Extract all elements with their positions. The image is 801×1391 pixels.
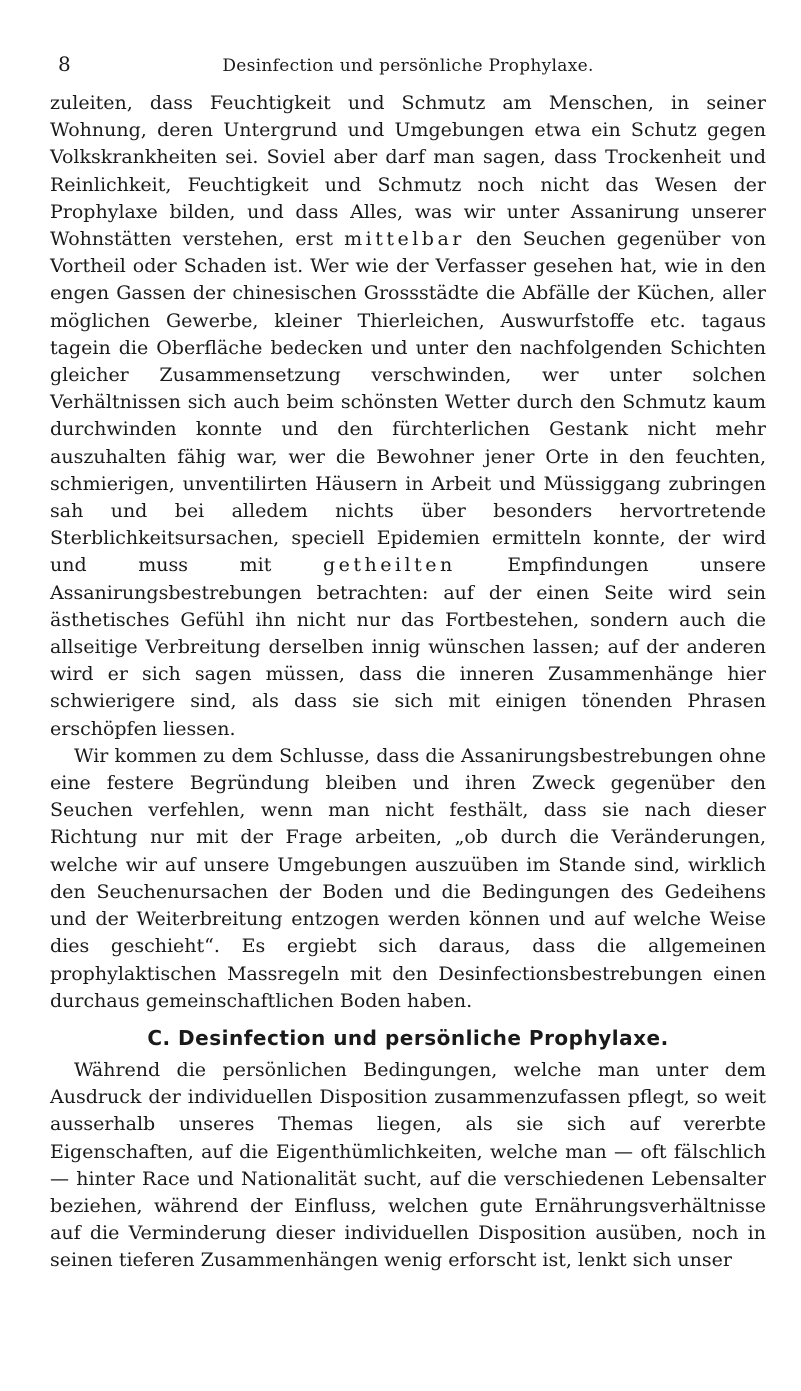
paragraph-1-part-2: den Seuchen gegenüber von Vortheil oder Schaden ist. Wer wie der Verfasser gesehen hat, wie in den engen Gassen der chinesischen Grossstädte die Abfälle der Küchen, aller möglichen Gewerbe, kleiner Thierleichen, Auswurfstoffe etc. tagaus tagein die Oberfläche bedecken und unter den nachfolgenden Schichten gleicher Zusammensetzung verschwinden, wer unter solchen Verhältnissen sich auch beim schönsten Wetter durch den Schmutz kaum durchwinden konnte und den fürchterlichen Gestank nicht mehr auszuhalten fähig war, wer die Bewohner jener Orte in den feuchten, schmierigen, unventilirten Häusern in Arbeit und Müssiggang zubringen sah und bei alledem nichts über besonders hervortretende Sterblichkeitsursachen, speciell Epidemien ermitteln konnte, der wird und muss mit [50, 228, 766, 577]
paragraph-1 [50, 90, 766, 743]
paragraph-1-part-3: Empfindungen unsere Assanirungsbestrebungen betrachten: auf der einen Seite wird sein ästhetisches Gefühl ihn nicht nur das Fortbestehen, sondern auch die allseitige Verbreitung derselben innig wünschen lassen; auf der anderen wird er sich sagen müssen, dass die inneren Zusammenhänge hier schwierigere sind, als dass sie sich mit einigen tönenden Phrasen erschöpfen liessen. [50, 554, 766, 740]
paragraph-2: Wir kommen zu dem Schlusse, dass die Assanirungsbestrebungen ohne eine festere Begründung bleiben und ihren Zweck gegenüber den Seuchen verfehlen, wenn man nicht festhält, dass sie nach dieser Richtung nur mit der Frage arbeiten, „ob durch die Veränderungen, welche wir auf unsere Umgebungen auszuüben im Stande sind, wirklich den Seuchenursachen der Boden und die Bedingungen des Gedeihens und der Weiterbreitung entzogen werden können und auf welche Weise dies geschieht“. Es ergiebt sich daraus, dass die allgemeinen prophylaktischen Massregeln mit den Desinfectionsbestrebungen einen durchaus gemeinschaftlichen Boden haben. [50, 744, 766, 1012]
running-head: Desinfection und persönliche Prophylaxe. [222, 56, 594, 76]
page-header: 8 Desinfection und persönliche Prophylaxe. [50, 52, 766, 82]
emphasis-mittelbar: mittelbar [344, 228, 465, 251]
book-page [50, 52, 766, 1275]
body-text [50, 90, 766, 1275]
paragraph-3: Während die persönlichen Bedingungen, welche man unter dem Ausdruck der individuellen Disposition zusammenzufassen pflegt, so weit ausserhalb unseres Themas liegen, als sie sich auf vererbte Eigenschaften, auf die Eigenthümlichkeiten, welche man — oft fälschlich — hinter Race und Nationalität sucht, auf die verschiedenen Lebensalter beziehen, während der Einfluss, welchen gute Ernährungsverhältnisse auf die Verminderung dieser individuellen Disposition ausüben, noch in seinen tieferen Zusammenhängen wenig erforscht ist, lenkt sich unser [50, 1058, 766, 1272]
emphasis-getheilten: getheilten [322, 554, 456, 577]
paragraph-1-part-1: zuleiten, dass Feuchtigkeit und Schmutz am Menschen, in seiner Wohnung, deren Untergrund und Umgebungen etwa ein Schutz gegen Volkskrankheiten sei. Soviel aber darf man sagen, dass Trockenheit und Reinlichkeit, Feuchtigkeit und Schmutz noch nicht das Wesen der Prophylaxe bilden, und dass Alles, was wir unter Assanirung unserer Wohnstätten verstehen, erst [50, 92, 766, 251]
section-heading: C. Desinfection und persönliche Prophylaxe. [147, 1025, 669, 1050]
